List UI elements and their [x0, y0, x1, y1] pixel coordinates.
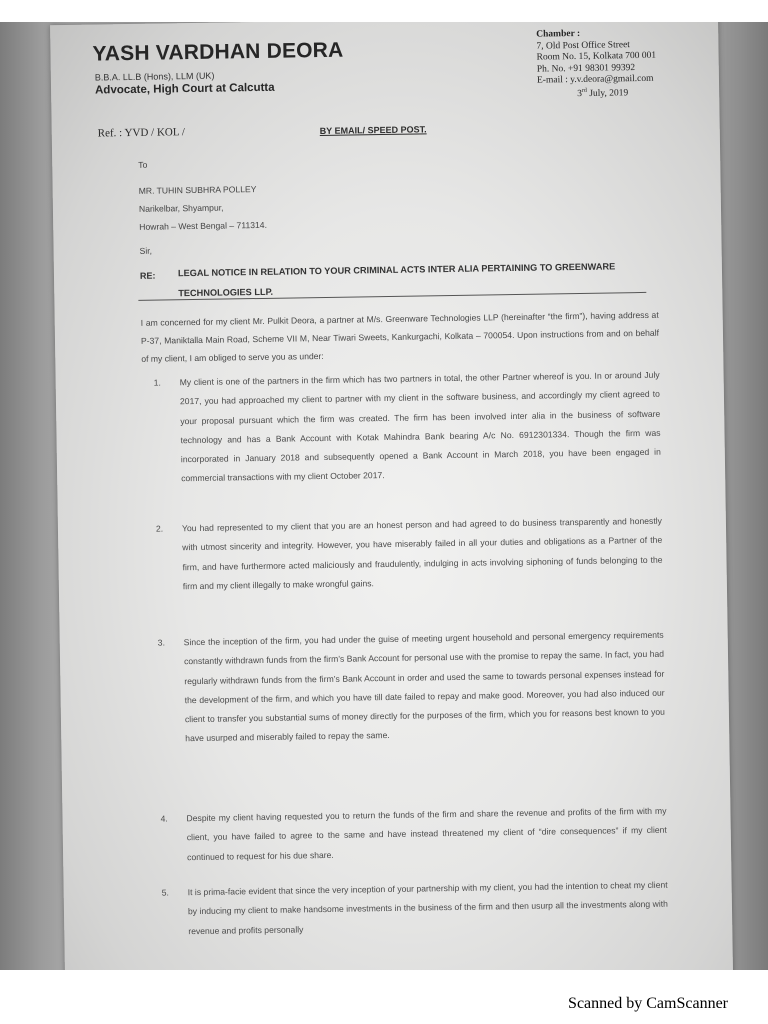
recipient-line-2: Howrah – West Bengal – 711314. — [139, 219, 268, 232]
chamber-email: E-mail : y.v.deora@gmail.com — [536, 74, 654, 86]
camscanner-footer: Scanned by CamScanner — [568, 995, 728, 1012]
numbered-paragraph — [156, 512, 663, 597]
delivery-mode: BY EMAIL/ SPEED POST. — [319, 124, 427, 137]
numbered-paragraph — [162, 876, 669, 942]
chamber-heading: Chamber : — [536, 28, 581, 40]
advocate-designation: Advocate, High Court at Calcutta — [94, 81, 275, 97]
paragraph-number: 4. — [160, 813, 168, 824]
subject-label: RE: — [139, 270, 156, 281]
scanned-photo — [0, 22, 768, 970]
chamber-address-block — [536, 28, 656, 88]
recipient-name: MR. TUHIN SUBHRA POLLEY — [138, 184, 257, 196]
paragraph-text: My client is one of the partners in the firm which has two partners in total, the other Partner whereof is you. In or around July 2017, you had approached my client to partner with my client in the software business, and accordingly my client agreed to your proposal pursuant which the firm was created. The firm has been involved inter alia in the business of software technology and has a Bank Account with Kotak Mahindra Bank bearing A/c No. 6912301334. Though the firm was incorporated in January 2018 and subsequently opened a Bank Account in March 2018, you have been engaged in commercial transactions with my client October 2017. — [179, 369, 661, 484]
subject-text: LEGAL NOTICE IN RELATION TO YOUR CRIMINAL ACTS INTER ALIA PERTAINING TO GREENWARE TECHNOLOGIES LLP. — [177, 261, 616, 299]
recipient-line-1: Narikelbar, Shyampur, — [138, 202, 224, 214]
reference-number: Ref. : YVD / KOL / — [97, 126, 186, 140]
recipient-address — [139, 180, 268, 236]
letter-date — [577, 87, 628, 99]
paragraph-text: You had represented to my client that you are an honest person and had agreed to do business transparently and honestly with utmost sincerity and integrity. However, you have miserably failed in all your duties and obligations as a Partner of the firm, and have furthermore acted maliciously and fraudulently, indulging in acts involving siphoning of funds belonging to the firm and my client illegally to make wrongful gains. — [181, 515, 663, 592]
paragraph-number: 5. — [161, 887, 169, 898]
paragraph-number: 3. — [157, 637, 166, 648]
chamber-line-2: Room No. 15, Kolkata 700 001 — [536, 50, 657, 63]
letter-sheet — [50, 22, 733, 970]
advocate-name: YASH VARDHAN DEORA — [92, 38, 344, 66]
date-day: 3 — [577, 89, 583, 100]
chamber-line-1: 7, Old Post Office Street — [536, 39, 630, 52]
intro-paragraph: I am concerned for my client Mr. Pulkit Deora, a partner at M/s. Greenware Technologies LLP (hereinafter “the firm”), having address at P-37, Maniktalla Main Road, Scheme VII M, Near Tiwari Sweets, Kankurgachi, Kolkata – 700054. Upon instructions from and on behalf of my client, I am obliged to serve you as under: — [140, 309, 660, 364]
date-suffix: rd — [581, 87, 587, 94]
advocate-qualifications: B.B.A. LL.B (Hons), LLM (UK) — [94, 70, 215, 83]
numbered-paragraph — [154, 366, 662, 490]
paragraph-text: Despite my client having requested you to return the funds of the firm and share the revenue and profits of the firm with my client, you have failed to agree to the same and have instead threatened my client of “dire consequences” if my client continued to request for his due share. — [186, 805, 667, 862]
to-label: To — [138, 159, 148, 170]
salutation: Sir, — [139, 245, 153, 256]
numbered-paragraph — [158, 626, 666, 750]
date-rest: July, 2019 — [586, 88, 629, 99]
chamber-phone: Ph. No. +91 98301 99392 — [536, 62, 636, 75]
paragraph-number: 2. — [155, 523, 164, 534]
numbered-paragraph — [160, 802, 667, 868]
paragraph-text: It is prima-facie evident that since the very inception of your partnership with my client, you had the intention to cheat my client by inducing my client to make handsome investments in the business of the firm and then usurp all the investments along with revenue and profits personally — [187, 879, 668, 936]
paragraph-number: 1. — [153, 377, 161, 388]
paragraph-text: Since the inception of the firm, you had under the guise of meeting urgent household and personal emergency requirements constantly withdrawn funds from the firm’s Bank Account for personal use with the promise to repay the same. In fact, you had regularly withdrawn funds from the firm’s Bank Account in order and used the same to towards personal expenses instead for the development of the firm, and which you have till date failed to repay and make good. Moreover, you had also induced our client to transfer you substantial sums of money directly for the purposes of the firm, which you for reasons best known to you have usurped and miserably failed to repay the same. — [183, 629, 665, 744]
